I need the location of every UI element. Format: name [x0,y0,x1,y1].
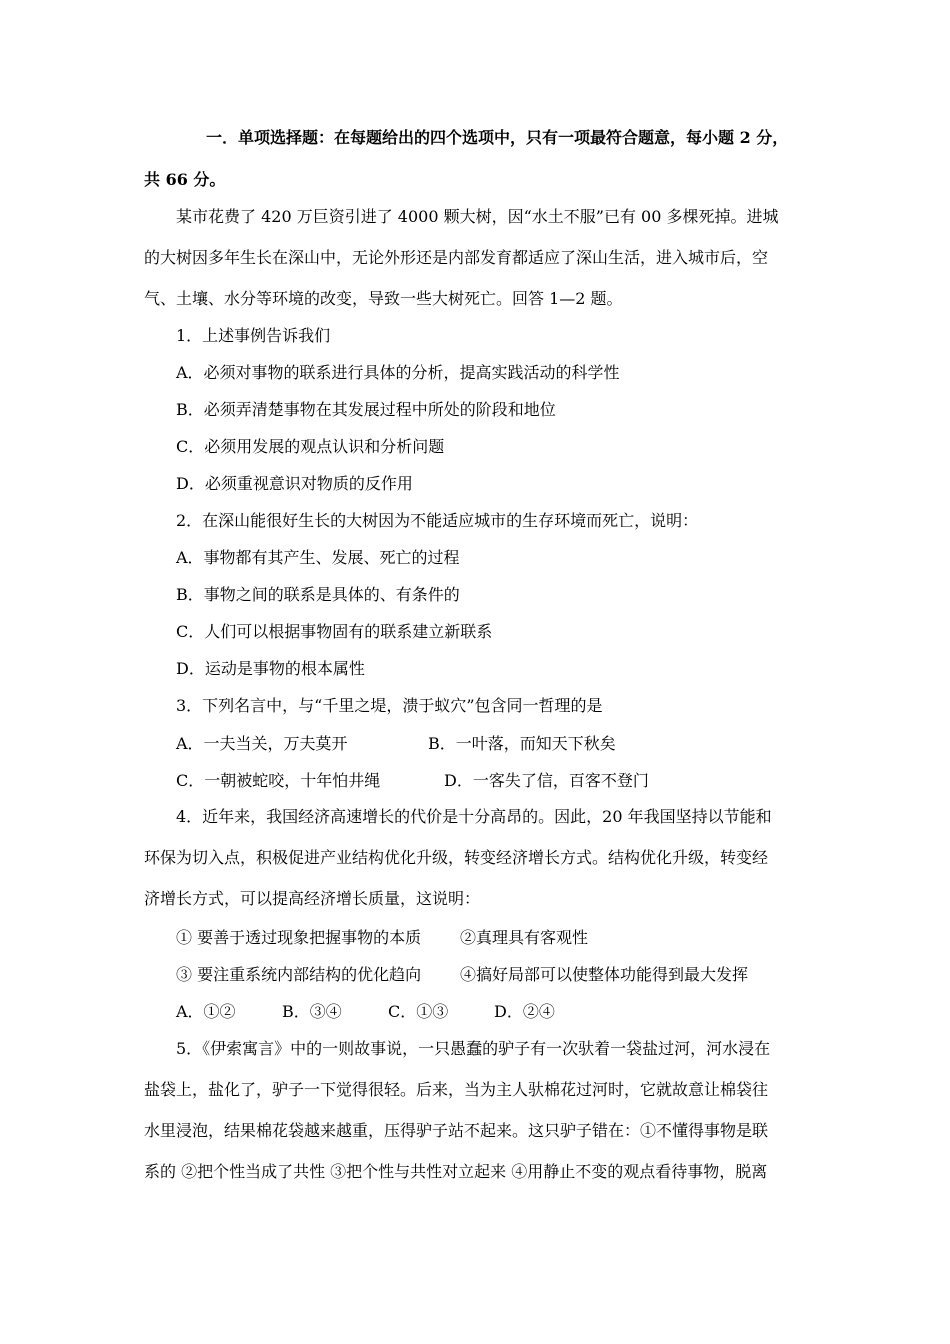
q4-item-4: ④搞好局部可以使整体功能得到最大发挥 [460,965,749,984]
section-heading-line-1: 一．单项选择题：在每题给出的四个选项中，只有一项最符合题意，每小题 2 分， [206,128,789,147]
q4-item-1: ① 要善于透过现象把握事物的本质 [176,928,422,947]
q1-option-d: D．必须重视意识对物质的反作用 [176,474,413,493]
q4-item-2: ②真理具有客观性 [460,928,589,947]
passage-line-3: 气、土壤、水分等环境的改变，导致一些大树死亡。回答 1—2 题。 [144,289,623,308]
q5-line-4: 系的 ②把个性当成了共性 ③把个性与共性对立起来 ④用静止不变的观点看待事物，脱离 [144,1162,768,1181]
q1-option-c: C．必须用发展的观点认识和分析问题 [176,437,445,456]
q1-stem: 1．上述事例告诉我们 [176,326,331,345]
q4-option-b: B．③④ [282,1002,342,1021]
q3-option-c: C．一朝被蛇咬，十年怕井绳 [176,771,381,790]
q4-option-c: C．①③ [388,1002,449,1021]
q4-line-1: 4．近年来，我国经济高速增长的代价是十分高昂的。因此，20 年我国坚持以节能和 [176,807,772,826]
q4-line-2: 环保为切入点，积极促进产业结构优化升级，转变经济增长方式。结构优化升级，转变经 [144,848,769,867]
section-heading-line-2: 共 66 分。 [144,170,226,189]
q4-option-d: D．②④ [494,1002,555,1021]
passage-line-1: 某市花费了 420 万巨资引进了 4000 颗大树，因“水土不服”已有 00 多棵死掉。进城 [176,207,779,226]
q1-option-a: A．必须对事物的联系进行具体的分析，提高实践活动的科学性 [176,363,620,382]
q5-line-1: 5．《伊索寓言》中的一则故事说，一只愚蠢的驴子有一次驮着一袋盐过河，河水浸在 [176,1039,771,1058]
q4-item-3: ③ 要注重系统内部结构的优化趋向 [176,965,422,984]
q2-option-b: B．事物之间的联系是具体的、有条件的 [176,585,460,604]
q5-line-2: 盐袋上，盐化了，驴子一下觉得很轻。后来，当为主人驮棉花过河时，它就故意让棉袋往 [144,1080,769,1099]
q3-option-b: B．一叶落，而知天下秋矣 [428,734,616,753]
q2-option-a: A．事物都有其产生、发展、死亡的过程 [176,548,460,567]
q1-option-b: B．必须弄清楚事物在其发展过程中所处的阶段和地位 [176,400,556,419]
q2-option-c: C．人们可以根据事物固有的联系建立新联系 [176,622,493,641]
passage-line-2: 的大树因多年生长在深山中，无论外形还是内部发育都适应了深山生活，进入城市后，空 [144,248,769,267]
q2-stem: 2．在深山能很好生长的大树因为不能适应城市的生存环境而死亡，说明： [176,511,699,530]
q5-line-3: 水里浸泡，结果棉花袋越来越重，压得驴子站不起来。这只驴子错在：①不懂得事物是联 [144,1121,769,1140]
q3-option-d: D．一客失了信，百客不登门 [444,771,649,790]
q3-option-a: A．一夫当关，万夫莫开 [176,734,348,753]
q3-stem: 3．下列名言中，与“千里之堤，溃于蚁穴”包含同一哲理的是 [176,696,603,715]
q4-option-a: A．①② [176,1002,236,1021]
q4-line-3: 济增长方式，可以提高经济增长质量，这说明： [144,889,481,908]
q2-option-d: D．运动是事物的根本属性 [176,659,365,678]
